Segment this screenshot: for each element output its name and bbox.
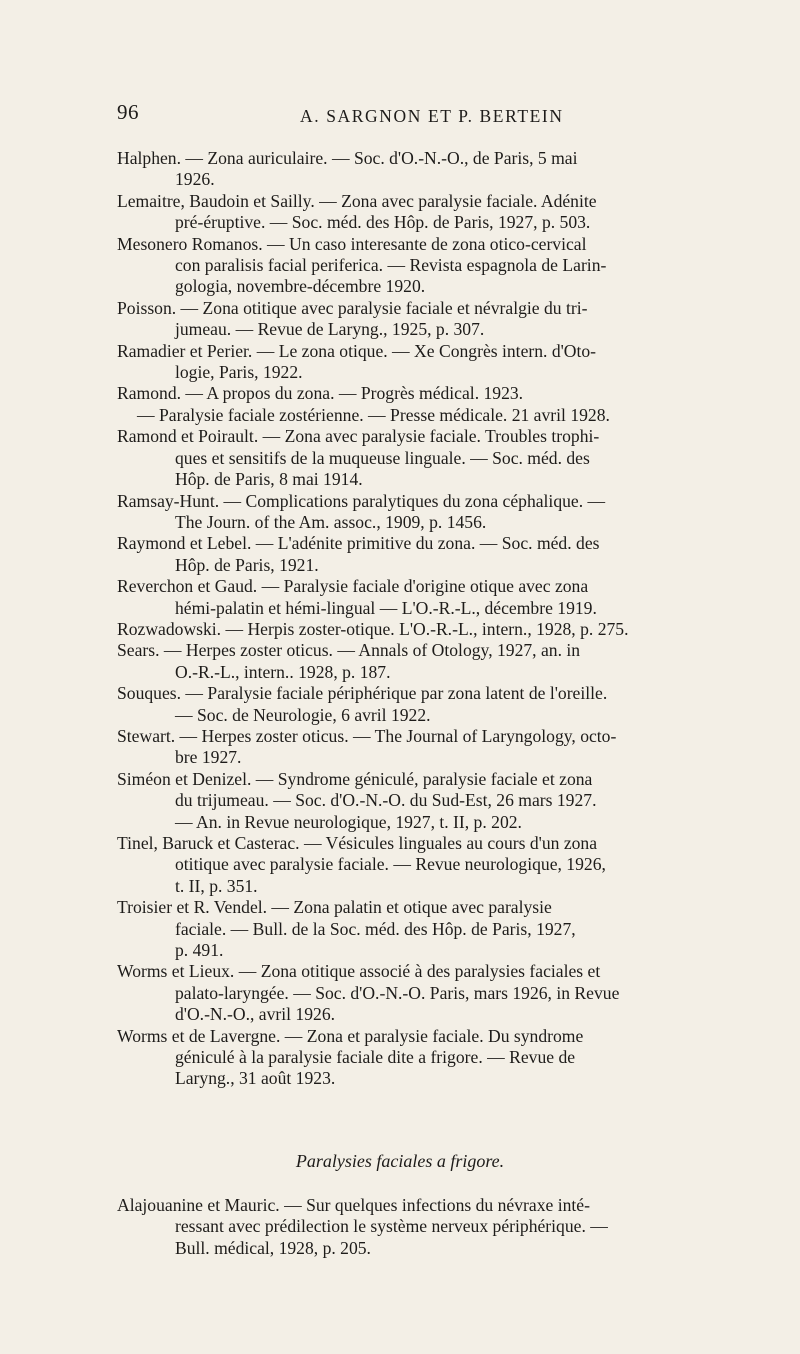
entry-line: Stewart. — Herpes zoster oticus. — The Journal of Laryngology, octo- [117, 725, 617, 746]
section-title: Paralysies faciales a frigore. [295, 1151, 505, 1171]
page-number: 96 [117, 100, 139, 124]
bibliography-entry [117, 961, 769, 1025]
entry-line: Halphen. — Zona auriculaire. — Soc. d'O.-N.-O., de Paris, 5 mai [117, 148, 578, 168]
bibliography-entry [117, 191, 769, 234]
entry-line: The Journ. of the Am. assoc., 1909, p. 1456. [175, 511, 487, 532]
bibliography-entry [117, 619, 769, 640]
entry-line: — Paralysie faciale zostérienne. — Presse médicale. 21 avril 1928. [137, 404, 610, 425]
entry-line: faciale. — Bull. de la Soc. méd. des Hôp. de Paris, 1927, [175, 918, 576, 939]
bibliography-entry [117, 234, 769, 298]
bibliography-entry [117, 683, 769, 726]
entry-line: pré-éruptive. — Soc. méd. des Hôp. de Paris, 1927, p. 503. [175, 212, 591, 233]
bibliography-entry [117, 148, 769, 191]
bibliography-list-2 [117, 1195, 769, 1259]
bibliography-entry [117, 426, 769, 490]
entry-line: Ramsay-Hunt. — Complications paralytiques du zona céphalique. — [117, 490, 606, 511]
entry-line: Hôp. de Paris, 8 mai 1914. [175, 469, 363, 490]
entry-line: O.-R.-L., intern.. 1928, p. 187. [175, 661, 391, 682]
entry-line: géniculé à la paralysie faciale dite a frigore. — Revue de [175, 1047, 576, 1068]
entry-line: Alajouanine et Mauric. — Sur quelques infections du névraxe inté- [117, 1195, 590, 1215]
entry-line: hémi-palatin et hémi-lingual — L'O.-R.-L., décembre 1919. [175, 597, 597, 618]
entry-line: Mesonero Romanos. — Un caso interesante de zona otico-cervical [117, 233, 587, 254]
bibliography-entry [117, 897, 769, 961]
bibliography-entry [117, 726, 769, 769]
bibliography-entry [117, 298, 769, 341]
entry-line: — Soc. de Neurologie, 6 avril 1922. [175, 704, 431, 725]
entry-line: logie, Paris, 1922. [175, 362, 303, 383]
bibliography-entry [117, 491, 769, 534]
entry-line: Bull. médical, 1928, p. 205. [175, 1237, 371, 1258]
entry-line: gologia, novembre-décembre 1920. [175, 276, 426, 297]
bibliography-entry [117, 769, 769, 833]
bibliography-entry [117, 383, 769, 404]
bibliography-entry [117, 833, 769, 897]
bibliography-entry [117, 533, 769, 576]
entry-line: Troisier et R. Vendel. — Zona palatin et otique avec paralysie [117, 897, 552, 918]
entry-line: Siméon et Denizel. — Syndrome géniculé, paralysie faciale et zona [117, 768, 593, 789]
entry-line: ressant avec prédilection le système nerveux périphérique. — [175, 1216, 608, 1237]
entry-line: p. 491. [175, 940, 224, 961]
bibliography-list [117, 148, 769, 1090]
entry-line: Rozwadowski. — Herpis zoster-otique. L'O.-R.-L., intern., 1928, p. 275. [117, 618, 629, 639]
entry-line: Tinel, Baruck et Casterac. — Vésicules linguales au cours d'un zona [117, 833, 598, 853]
entry-line: Raymond et Lebel. — L'adénite primitive du zona. — Soc. méd. des [117, 533, 600, 554]
bibliography-entry [117, 1195, 769, 1259]
entry-line: bre 1927. [175, 747, 242, 768]
bibliography-entry [117, 1026, 769, 1090]
bibliography-entry [117, 576, 769, 619]
entry-line: Ramond. — A propos du zona. — Progrès médical. 1923. [117, 383, 524, 404]
entry-line: Ramond et Poirault. — Zona avec paralysie faciale. Troubles trophi- [117, 426, 600, 447]
entry-line: Sears. — Herpes zoster oticus. — Annals of Otology, 1927, an. in [117, 640, 581, 661]
bibliography-entry [117, 341, 769, 384]
bibliography-entry [117, 405, 769, 426]
entry-line: t. II, p. 351. [175, 875, 258, 896]
entry-line: ques et sensitifs de la muqueuse linguale. — Soc. méd. des [175, 447, 590, 468]
entry-line: otitique avec paralysie faciale. — Revue neurologique, 1926, [175, 854, 606, 875]
bibliography-entry [117, 640, 769, 683]
entry-line: du trijumeau. — Soc. d'O.-N.-O. du Sud-Est, 26 mars 1927. [175, 790, 597, 811]
running-head: A. SARGNON ET P. BERTEIN [300, 106, 564, 126]
entry-line: Hôp. de Paris, 1921. [175, 554, 319, 575]
entry-line: Poisson. — Zona otitique avec paralysie faciale et névralgie du tri- [117, 297, 588, 318]
entry-line: Reverchon et Gaud. — Paralysie faciale d'origine otique avec zona [117, 576, 589, 597]
entry-line: jumeau. — Revue de Laryng., 1925, p. 307. [175, 319, 485, 340]
entry-line: Ramadier et Perier. — Le zona otique. — Xe Congrès intern. d'Oto- [117, 340, 597, 361]
entry-line: con paralisis facial periferica. — Revista espagnola de Larin- [175, 255, 607, 276]
entry-line: d'O.-N.-O., avril 1926. [175, 1004, 336, 1025]
entry-line: palato-laryngée. — Soc. d'O.-N.-O. Paris, mars 1926, in Revue [175, 982, 620, 1003]
entry-line: — An. in Revue neurologique, 1927, t. II, p. 202. [175, 811, 522, 832]
entry-line: Souques. — Paralysie faciale périphérique par zona latent de l'oreille. [117, 683, 608, 704]
entry-line: Worms et de Lavergne. — Zona et paralysie faciale. Du syndrome [117, 1025, 584, 1046]
entry-line: Lemaitre, Baudoin et Sailly. — Zona avec paralysie faciale. Adénite [117, 190, 597, 211]
entry-line: Worms et Lieux. — Zona otitique associé à des paralysies faciales et [117, 961, 601, 982]
entry-line: 1926. [175, 169, 215, 190]
entry-line: Laryng., 31 août 1923. [175, 1068, 336, 1089]
